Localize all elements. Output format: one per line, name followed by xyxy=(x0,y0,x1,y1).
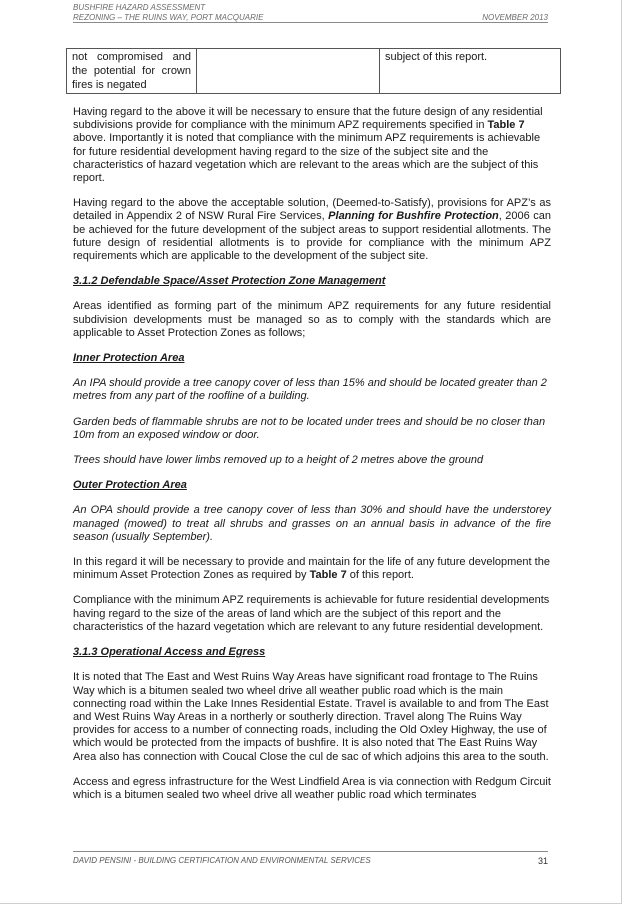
paragraph: Access and egress infrastructure for the West Lindfield Area is via connection with Redgum Circuit which is a bitumen sealed two wheel drive all weather public road which terminates xyxy=(73,775,551,801)
page-body xyxy=(73,106,551,814)
table-cell xyxy=(197,49,380,94)
header-subtitle: REZONING – THE RUINS WAY, PORT MACQUARIE xyxy=(73,12,264,22)
table-reference: Table 7 xyxy=(487,119,525,132)
paragraph xyxy=(73,197,551,263)
page-footer xyxy=(73,856,548,866)
footer-text: DAVID PENSINI - BUILDING CERTIFICATION AND ENVIRONMENTAL SERVICES xyxy=(73,856,371,865)
text-run: , 2006 can be achieved for the future development of the subject areas to support residential allotments. The future design of residential allotments is to provide for compliance with the minimum APZ requirements which are applicable to the development of the subject site. xyxy=(73,210,552,263)
table-row xyxy=(67,49,561,94)
header-date: NOVEMBER 2013 xyxy=(482,12,548,22)
table-cell: subject of this report. xyxy=(380,49,561,94)
paragraph: Garden beds of flammable shrubs are not to be located under trees and should be no closer than 10m from an exposed window or door. xyxy=(73,415,546,441)
page-number: 31 xyxy=(537,856,548,866)
header-rule xyxy=(73,22,548,23)
text-run: In this regard it will be necessary to provide and maintain for the life of any future development the minimum Asset Protection Zones as required by xyxy=(73,556,550,582)
subheading-inner-protection-area: Inner Protection Area xyxy=(73,352,185,365)
paragraph: An IPA should provide a tree canopy cover of less than 15% and should be located greater than 2 metres from any part of the roofline of a building. xyxy=(73,377,547,403)
page-header xyxy=(73,3,548,22)
paragraph: Compliance with the minimum APZ requirements is achievable for future residential developments having regard to the size of the areas of land which are the subject of this report and the characteristics of the hazard vegetation which are relevant to any future residential development. xyxy=(73,594,550,633)
text-run: above. Importantly it is noted that compliance with the minimum APZ requirements is achievable for future residential development having regard to the size of the subject site and the characteristics of hazard vegetation which are relevant to the areas which are the subject of this report. xyxy=(73,132,541,185)
footer-rule xyxy=(73,851,548,852)
publication-title: Planning for Bushfire Protection xyxy=(328,210,499,223)
continued-table xyxy=(66,48,561,94)
paragraph xyxy=(73,106,551,185)
section-heading-3-1-3: 3.1.3 Operational Access and Egress xyxy=(73,646,266,659)
paragraph: It is noted that The East and West Ruins Way Areas have significant road frontage to The Ruins Way which is a bitumen sealed two wheel drive all weather public road which is the main connecting road within the Lake Innes Residential Estate. Travel is available to and from The East and West Ruins Way Areas in a northerly or southerly direction. Travel along The Ruins Way provides for access to a number of connecting roads, including the Old Oxley Highway, the use of which would be protected from the impacts of bushfire. It is also noted that The East Ruins Way Area also has connection with Coucal Close the cul de sac of which adjoins this area to the south. xyxy=(73,671,549,763)
paragraph: Areas identified as forming part of the minimum APZ requirements for any future residential subdivision developments must be managed so as to comply with the standards which are applicable to Asset Protection Zones as follows; xyxy=(73,300,551,339)
header-title: BUSHFIRE HAZARD ASSESSMENT xyxy=(73,3,206,12)
subheading-outer-protection-area: Outer Protection Area xyxy=(73,479,187,492)
text-run: Having regard to the above it will be necessary to ensure that the future design of any residential subdivisions provide for compliance with the minimum APZ requirements specified in xyxy=(73,106,543,132)
paragraph: Trees should have lower limbs removed up to a height of 2 metres above the ground xyxy=(73,454,484,467)
text-run: of this report. xyxy=(346,569,414,582)
paragraph xyxy=(73,556,551,582)
table-reference: Table 7 xyxy=(309,569,347,582)
paragraph: An OPA should provide a tree canopy cover of less than 30% and should have the understorey managed (mowed) to treat all shrubs and grasses on an annual basis in advance of the fire season (usually September). xyxy=(73,504,551,543)
table-cell: not compromised and the potential for crown fires is negated xyxy=(67,49,197,94)
text-run: Having regard to the above the acceptable solution, (Deemed-to-Satisfy), provisions for APZ’s as detailed in Appendix 2 of NSW Rural Fire Services, xyxy=(73,197,551,223)
section-heading-3-1-2: 3.1.2 Defendable Space/Asset Protection Zone Management xyxy=(73,275,386,288)
